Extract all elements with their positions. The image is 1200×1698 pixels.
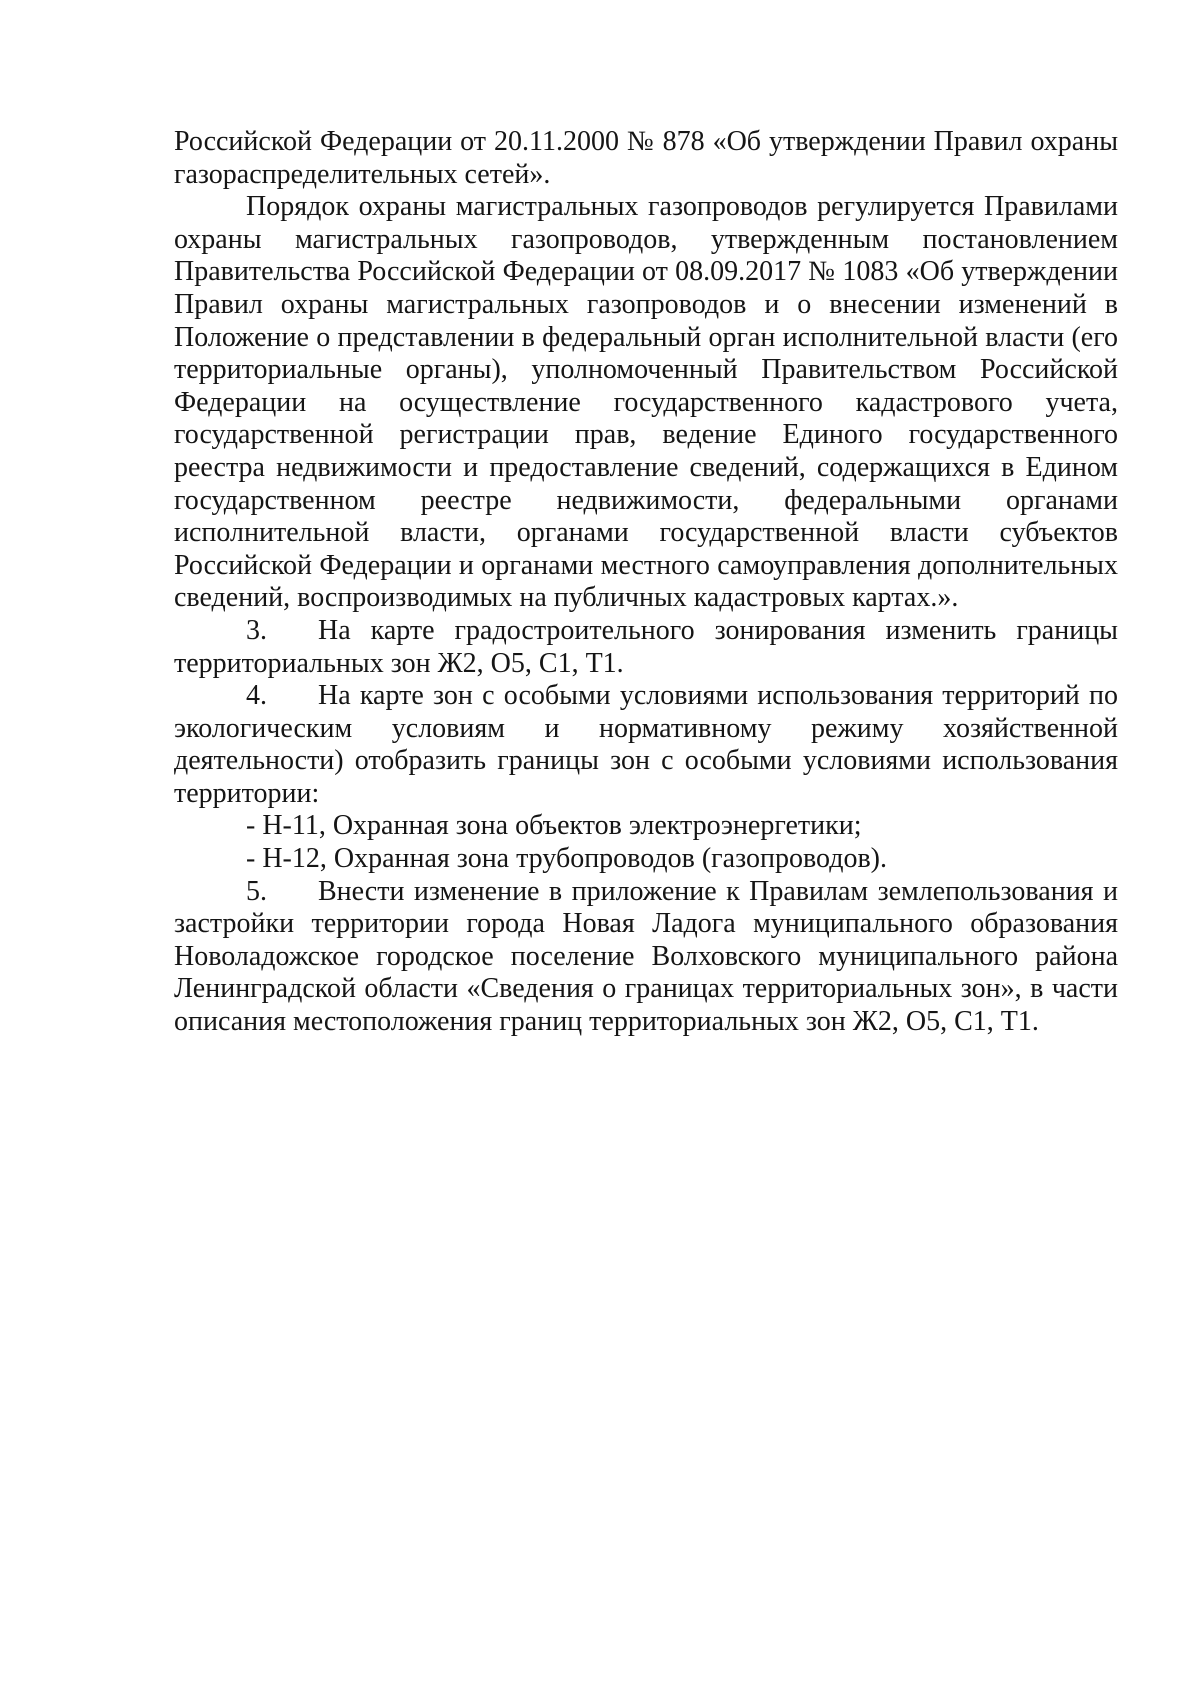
paragraph-continuation: Российской Федерации от 20.11.2000 № 878 «Об утверждении Правил охраны газораспределительных сетей». xyxy=(174,126,1118,190)
item-number: 5. xyxy=(246,875,267,907)
list-item: - Н-12, Охранная зона трубопроводов (газопроводов). xyxy=(246,843,887,875)
item-text: Внести изменение в приложение к Правилам землепользования и застройки территории города Новая Ладога муниципального образования Новоладожское городское поселение Волховского муниципального района Ленинградской области «Сведения о границах территориальных зон», в части описания местоположения границ территориальных зон Ж2, О5, С1, Т1. xyxy=(174,875,1118,1038)
numbered-item-4 xyxy=(174,680,1118,810)
paragraph-gas-pipeline-rules: Порядок охраны магистральных газопроводов регулируется Правилами охраны магистральных газопроводов, утвержденным постановлением Правительства Российской Федерации от 08.09.2017 № 1083 «Об утверждении Правил охраны магистральных газопроводов и о внесении изменений в Положение о представлении в федеральный орган исполнительной власти (его территориальные органы), уполномоченный Правительством Российской Федерации на осуществление государственного кадастрового учета, государственной регистрации прав, ведение Единого государственного реестра недвижимости и предоставление сведений, содержащихся в Едином государственном реестре недвижимости, федеральными органами исполнительной власти, органами государственной власти субъектов Российской Федерации и органами местного самоуправления дополнительных сведений, воспроизводимых на публичных кадастровых картах.». xyxy=(174,191,1118,614)
item-text: На карте зон с особыми условиями использования территорий по экологическим условиям и нормативному режиму хозяйственной деятельности) отобразить границы зон с особыми условиями использования территории: xyxy=(174,680,1118,809)
document-body xyxy=(174,126,1118,1039)
item-text: На карте градостроительного зонирования изменить границы территориальных зон Ж2, О5, С1, Т1. xyxy=(174,614,1118,679)
item-number: 4. xyxy=(246,680,267,712)
item-number: 3. xyxy=(246,614,267,646)
list-item: - Н-11, Охранная зона объектов электроэнергетики; xyxy=(246,810,862,842)
numbered-item-3 xyxy=(174,615,1118,680)
numbered-item-5 xyxy=(174,876,1118,1039)
